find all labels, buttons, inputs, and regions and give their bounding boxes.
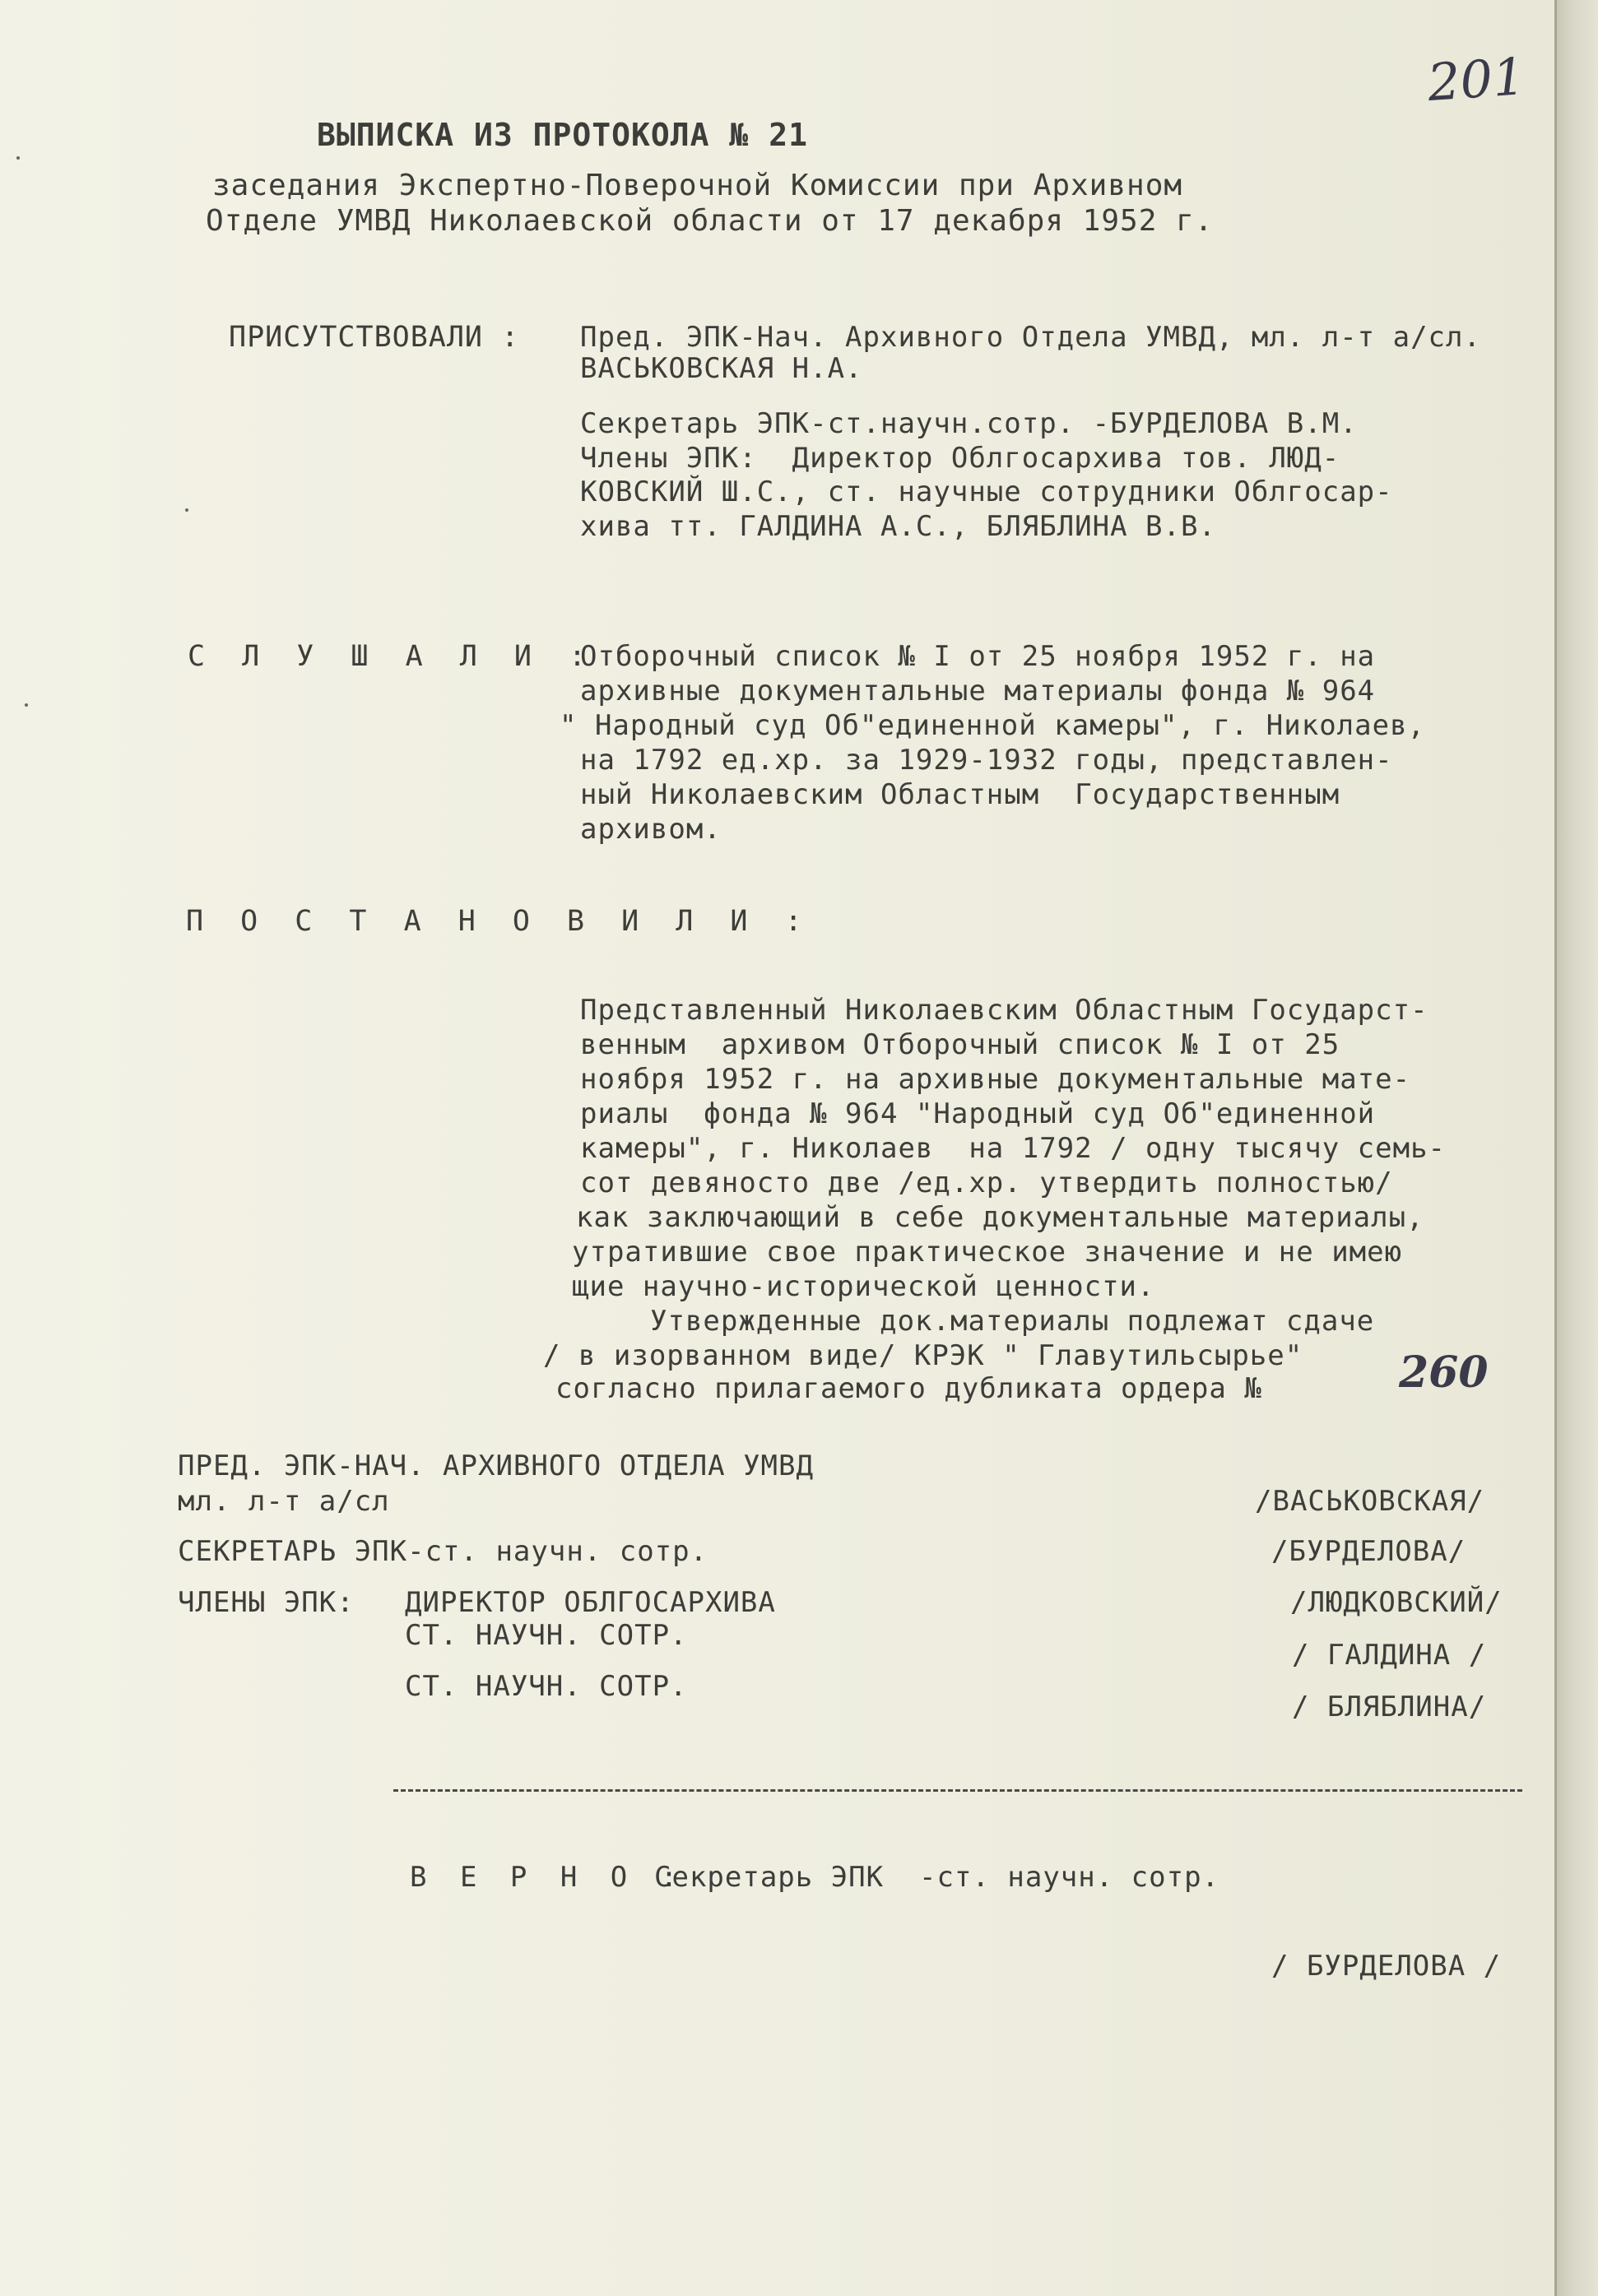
secretary-name: /БУРДЕЛОВА/ bbox=[1271, 1535, 1466, 1568]
punch-mark bbox=[16, 156, 20, 160]
heard-label: С Л У Ш А Л И : bbox=[188, 640, 597, 673]
resolved-line-1: Представленный Николаевским Областным Государст- bbox=[580, 994, 1428, 1027]
secretary-role: СЕКРЕТАРЬ ЭПК-ст. научн. сотр. bbox=[178, 1535, 708, 1568]
page-number: 201 bbox=[1425, 45, 1527, 114]
resolved-line-7: как заключающий в себе документальные материалы, bbox=[576, 1201, 1424, 1234]
member2-role: СТ. НАУЧН. СОТР. bbox=[405, 1619, 688, 1652]
resolved-line-5: камеры", г. Николаев на 1792 / одну тысячу семь- bbox=[580, 1132, 1447, 1165]
member1-role: ДИРЕКТОР ОБЛГОСАРХИВА bbox=[405, 1586, 776, 1619]
heard-line-6: архивом. bbox=[580, 813, 722, 846]
members-label: ЧЛЕНЫ ЭПК: bbox=[178, 1586, 355, 1619]
resolved-line-4: риалы фонда № 964 "Народный суд Об"единенной bbox=[580, 1097, 1376, 1130]
punch-mark bbox=[185, 508, 188, 512]
member1-name: /ЛЮДКОВСКИЙ/ bbox=[1290, 1586, 1503, 1619]
resolved-line-12: согласно прилагаемого дубликата ордера № bbox=[555, 1372, 1262, 1405]
resolved-line-8: утратившие свое практическое значение и не имею bbox=[572, 1236, 1403, 1269]
present-line-2: ВАСЬКОВСКАЯ Н.А. bbox=[580, 352, 863, 385]
present-line-1: Пред. ЭПК-Нач. Архивного Отдела УМВД, мл. л-т а/сл. bbox=[580, 321, 1481, 354]
resolved-line-3: ноября 1952 г. на архивные документальные мате- bbox=[580, 1063, 1411, 1096]
resolved-label: П О С Т А Н О В И Л И : bbox=[186, 905, 812, 938]
present-line-6: хива тт. ГАЛДИНА А.С., БЛЯБЛИНА В.В. bbox=[580, 510, 1216, 543]
present-line-3: Секретарь ЭПК-ст.научн.сотр. -БУРДЕЛОВА В.М. bbox=[580, 407, 1358, 440]
present-line-5: КОВСКИЙ Ш.С., ст. научные сотрудники Облгосар- bbox=[580, 475, 1393, 508]
resolved-line-6: сот девяносто две /ед.хр. утвердить полностью/ bbox=[580, 1167, 1393, 1199]
document-title: ВЫПИСКА ИЗ ПРОТОКОЛА № 21 bbox=[317, 117, 808, 153]
chair-rank: мл. л-т а/сл bbox=[178, 1485, 390, 1518]
paper-edge bbox=[1554, 0, 1598, 2296]
heard-line-4: на 1792 ед.хр. за 1929-1932 годы, представлен- bbox=[580, 744, 1393, 777]
subtitle-line-2: Отделе УМВД Николаевской области от 17 декабря 1952 г. bbox=[206, 204, 1214, 238]
resolved-line-9: щие научно-исторической ценности. bbox=[572, 1270, 1155, 1303]
separator-rule bbox=[393, 1789, 1522, 1792]
heard-line-1: Отборочный список № I от 25 ноября 1952 г. на bbox=[580, 640, 1376, 673]
subtitle-line-1: заседания Экспертно-Поверочной Комиссии при Архивном bbox=[212, 169, 1183, 202]
chair-name: /ВАСЬКОВСКАЯ/ bbox=[1255, 1485, 1485, 1518]
certified-text: Секретарь ЭПК -ст. научн. сотр. bbox=[654, 1861, 1220, 1894]
certified-name: / БУРДЕЛОВА / bbox=[1271, 1950, 1502, 1983]
resolved-line-11: / в изорванном виде/ КРЭК " Главутильсырье" bbox=[543, 1339, 1303, 1372]
heard-line-2: архивные документальные материалы фонда № 964 bbox=[580, 675, 1376, 707]
member3-role: СТ. НАУЧН. СОТР. bbox=[405, 1670, 688, 1703]
heard-line-3: " Народный суд Об"единенной камеры", г. Николаев, bbox=[560, 709, 1426, 742]
resolved-line-10: Утвержденные док.материалы подлежат сдаче bbox=[650, 1305, 1375, 1338]
member2-name: / ГАЛДИНА / bbox=[1292, 1639, 1487, 1672]
chair-role: ПРЕД. ЭПК-НАЧ. АРХИВНОГО ОТДЕЛА УМВД bbox=[178, 1449, 814, 1482]
resolved-line-2: венным архивом Отборочный список № I от 25 bbox=[580, 1028, 1340, 1061]
heard-line-5: ный Николаевским Областным Государственным bbox=[580, 778, 1340, 811]
certified-label: В Е Р Н О : bbox=[410, 1861, 686, 1894]
order-number-handwritten: 260 bbox=[1399, 1347, 1489, 1398]
punch-mark bbox=[25, 703, 28, 707]
member3-name: / БЛЯБЛИНА/ bbox=[1292, 1691, 1487, 1723]
present-label: ПРИСУТСТВОВАЛИ : bbox=[229, 321, 520, 354]
present-line-4: Члены ЭПК: Директор Облгосархива тов. ЛЮД- bbox=[580, 442, 1340, 475]
